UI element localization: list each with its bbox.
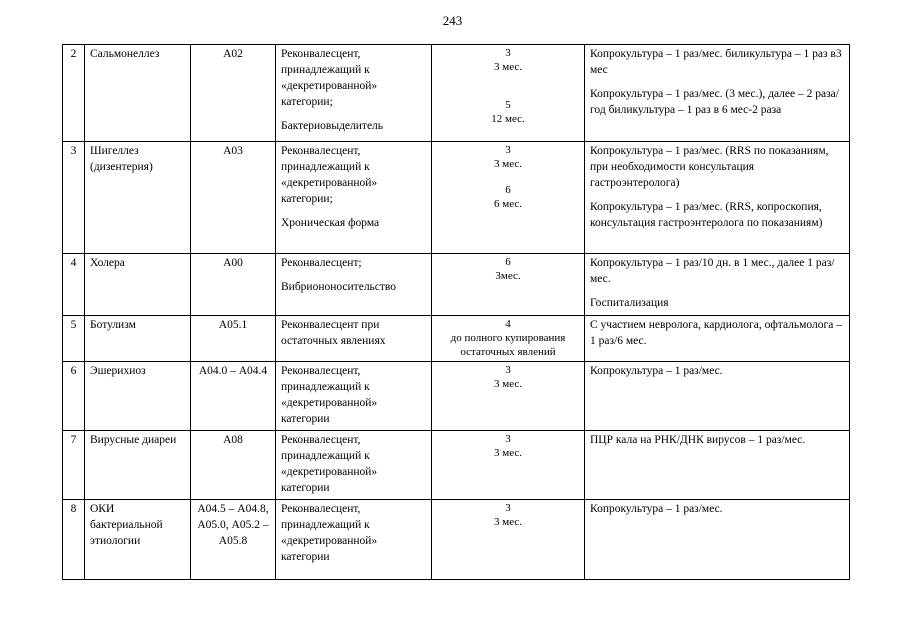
patient-category: Реконвалесцент при остаточных явлениях bbox=[281, 319, 386, 347]
period-duration: 6 мес. bbox=[494, 198, 522, 210]
table-row bbox=[63, 500, 850, 580]
icd-code: А00 bbox=[191, 254, 276, 316]
monitoring-cell bbox=[585, 500, 850, 580]
monitoring-text: Копрокультура – 1 раз/мес. bbox=[590, 365, 723, 377]
observation-period-cell bbox=[432, 500, 585, 580]
patient-category-cell bbox=[276, 45, 432, 142]
icd-code: А03 bbox=[191, 142, 276, 254]
table-row bbox=[63, 362, 850, 431]
icd-code: А08 bbox=[191, 431, 276, 500]
period-frequency: 3 bbox=[505, 433, 511, 445]
period-frequency: 3 bbox=[505, 47, 511, 59]
period-frequency: 3 bbox=[505, 502, 511, 514]
period-frequency: 6 bbox=[505, 256, 511, 268]
period-duration: 3 мес. bbox=[494, 61, 522, 73]
disease-name: Холера bbox=[85, 254, 191, 316]
patient-category: Реконвалесцент; bbox=[281, 257, 362, 269]
monitoring-cell bbox=[585, 45, 850, 142]
patient-category-cell bbox=[276, 362, 432, 431]
patient-category-cell bbox=[276, 254, 432, 316]
patient-category-cell bbox=[276, 142, 432, 254]
period-duration: 3 мес. bbox=[494, 447, 522, 459]
row-number: 7 bbox=[63, 431, 85, 500]
monitoring-text: Госпитализация bbox=[590, 297, 669, 309]
monitoring-text: С участием невролога, кардиолога, офтальмолога – 1 раз/6 мес. bbox=[590, 319, 842, 347]
monitoring-text: Копрокультура – 1 раз/мес. (3 мес.), далее – 2 раза/год биликультура – 1 раз в 6 мес-2 раза bbox=[590, 88, 839, 116]
disease-name: Шигеллез (дизентерия) bbox=[85, 142, 191, 254]
table-row bbox=[63, 431, 850, 500]
table-row bbox=[63, 254, 850, 316]
observation-period-cell bbox=[432, 254, 585, 316]
patient-category: Вибриононосительство bbox=[281, 281, 397, 293]
period-duration: 3 мес. bbox=[494, 158, 522, 170]
period-duration: 3 мес. bbox=[494, 516, 522, 528]
row-number: 5 bbox=[63, 316, 85, 362]
disease-name: Эшерихиоз bbox=[85, 362, 191, 431]
patient-category: Реконвалесцент, принадлежащий к «декретированной» категории bbox=[281, 365, 378, 425]
table-row bbox=[63, 316, 850, 362]
page-number: 243 bbox=[442, 13, 463, 28]
disease-name: ОКИ бактериальной этиологии bbox=[85, 500, 191, 580]
monitoring-cell bbox=[585, 362, 850, 431]
table-row bbox=[63, 45, 850, 142]
monitoring-cell bbox=[585, 431, 850, 500]
monitoring-text: Копрокультура – 1 раз/10 дн. в 1 мес., далее 1 раз/мес. bbox=[590, 257, 835, 285]
monitoring-text: Копрокультура – 1 раз/мес. bbox=[590, 503, 723, 515]
period-duration: 12 мес. bbox=[491, 113, 525, 125]
monitoring-text: ПЦР кала на РНК/ДНК вирусов – 1 раз/мес. bbox=[590, 434, 806, 446]
period-frequency: 3 bbox=[505, 364, 511, 376]
icd-code: А04.0 – А04.4 bbox=[191, 362, 276, 431]
monitoring-cell bbox=[585, 142, 850, 254]
patient-category: Реконвалесцент, принадлежащий к «декретированной» категории; bbox=[281, 48, 378, 108]
period-duration: до полного купирования остаточных явлений bbox=[450, 332, 566, 358]
monitoring-cell bbox=[585, 316, 850, 362]
icd-code: А02 bbox=[191, 45, 276, 142]
patient-category-cell bbox=[276, 500, 432, 580]
disease-name: Вирусные диареи bbox=[85, 431, 191, 500]
observation-period-cell bbox=[432, 142, 585, 254]
row-number: 8 bbox=[63, 500, 85, 580]
monitoring-text: Копрокультура – 1 раз/мес. биликультура – 1 раз в3 мес bbox=[590, 48, 842, 76]
observation-period-cell bbox=[432, 45, 585, 142]
patient-category-cell bbox=[276, 316, 432, 362]
monitoring-cell bbox=[585, 254, 850, 316]
period-frequency: 3 bbox=[505, 144, 511, 156]
row-number: 6 bbox=[63, 362, 85, 431]
observation-period-cell bbox=[432, 431, 585, 500]
patient-category: Хроническая форма bbox=[281, 217, 380, 229]
period-frequency: 5 bbox=[505, 99, 511, 111]
patient-category: Бактериовыделитель bbox=[281, 120, 384, 132]
disease-name: Ботулизм bbox=[85, 316, 191, 362]
monitoring-text: Копрокультура – 1 раз/мес. (RRS, копроскопия, консультация гастроэнтеролога по показаниям) bbox=[590, 201, 823, 229]
period-duration: 3 мес. bbox=[494, 378, 522, 390]
icd-code: А05.1 bbox=[191, 316, 276, 362]
period-frequency: 6 bbox=[505, 184, 511, 196]
patient-category-cell bbox=[276, 431, 432, 500]
row-number: 2 bbox=[63, 45, 85, 142]
observation-period-cell bbox=[432, 316, 585, 362]
patient-category: Реконвалесцент, принадлежащий к «декретированной» категории bbox=[281, 434, 378, 494]
table-row bbox=[63, 142, 850, 254]
period-frequency: 4 bbox=[505, 318, 511, 330]
patient-category: Реконвалесцент, принадлежащий к «декретированной» категории bbox=[281, 503, 378, 563]
icd-code: А04.5 – А04.8, А05.0, А05.2 – А05.8 bbox=[191, 500, 276, 580]
period-duration: 3мес. bbox=[495, 270, 521, 282]
monitoring-text: Копрокультура – 1 раз/мес. (RRS по показаниям, при необходимости консультация гастроэнтеролога) bbox=[590, 145, 829, 189]
observation-period-cell bbox=[432, 362, 585, 431]
dispensary-observation-table bbox=[62, 44, 850, 580]
patient-category: Реконвалесцент, принадлежащий к «декретированной» категории; bbox=[281, 145, 378, 205]
disease-name: Сальмонеллез bbox=[85, 45, 191, 142]
row-number: 3 bbox=[63, 142, 85, 254]
row-number: 4 bbox=[63, 254, 85, 316]
